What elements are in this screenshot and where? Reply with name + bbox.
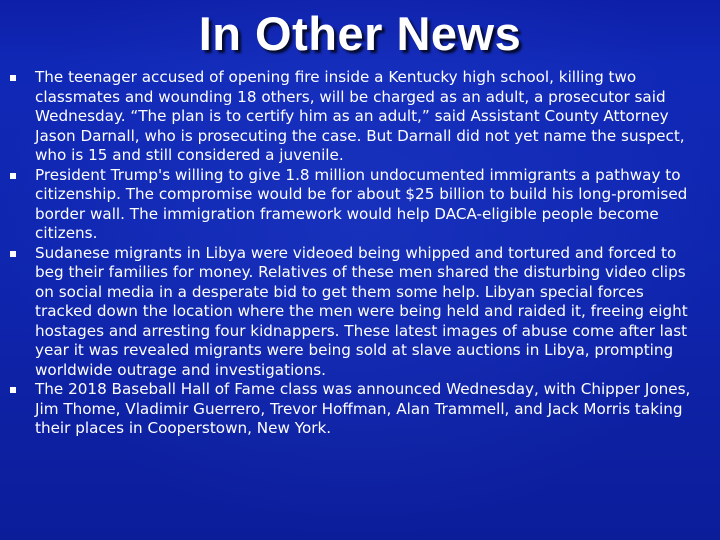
bullet-item bbox=[0, 244, 720, 381]
square-bullet-icon bbox=[10, 173, 16, 179]
square-bullet-icon bbox=[10, 75, 16, 81]
bullet-item bbox=[0, 68, 720, 166]
bullet-text: Sudanese migrants in Libya were videoed being whipped and tortured and forced to beg their families for money. Relatives of these men shared the disturbing video clips on social media in a desperate bid to get them some help. Libyan special forces tracked down the location where the men were being held and raided it, freeing eight hostages and arresting four kidnappers. These latest images of abuse come after last year it was revealed migrants were being sold at slave auctions in Libya, prompting worldwide outrage and investigations. bbox=[35, 243, 688, 379]
slide-title: In Other News bbox=[198, 7, 522, 60]
square-bullet-icon bbox=[10, 251, 16, 257]
bullet-item bbox=[0, 380, 720, 439]
bullet-text: The 2018 Baseball Hall of Fame class was announced Wednesday, with Chipper Jones, Jim Thome, Vladimir Guerrero, Trevor Hoffman, Alan Trammell, and Jack Morris taking their places in Cooperstown, New York. bbox=[35, 380, 691, 437]
bullet-list bbox=[0, 68, 720, 439]
bullet-text: The teenager accused of opening fire inside a Kentucky high school, killing two classmates and wounding 18 others, will be charged as an adult, a prosecutor said Wednesday. “The plan is to certify him as an adult,” said Assistant County Attorney Jason Darnall, who is prosecuting the case. But Darnall did not yet name the suspect, who is 15 and still considered a juvenile. bbox=[35, 68, 685, 164]
bullet-text: President Trump's willing to give 1.8 million undocumented immigrants a pathway to citizenship. The compromise would be for about $25 billion to build his long-promised border wall. The immigration framework would help DACA-eligible people become citizens. bbox=[35, 165, 688, 242]
bullet-item bbox=[0, 166, 720, 244]
square-bullet-icon bbox=[10, 387, 16, 393]
